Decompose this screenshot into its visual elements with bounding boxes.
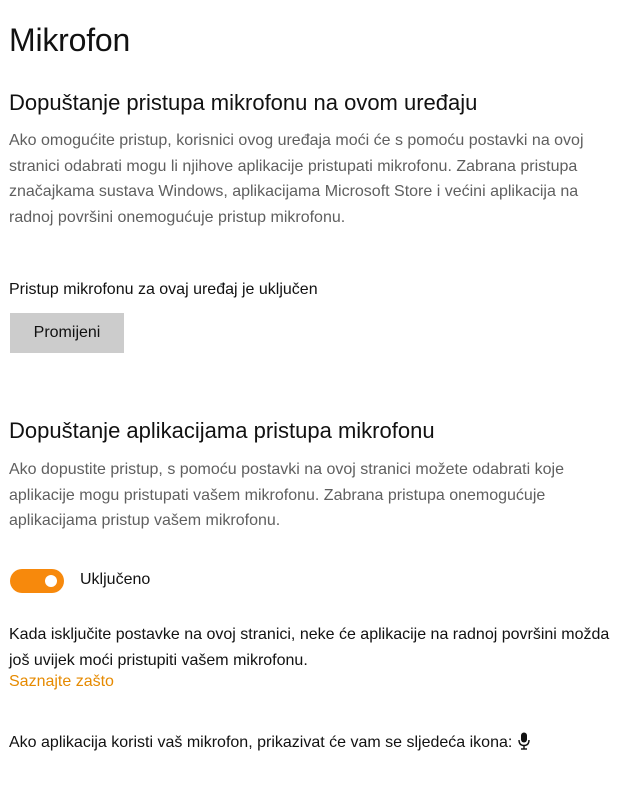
app-access-description: Ako dopustite pristup, s pomoću postavki na ovoj stranici možete odabrati koje aplikacije mogu pristupati vašem mikrofonu. Zabrana pristupa onemogućuje aplikacijama pristup vašem mikrofonu. bbox=[9, 461, 564, 529]
microphone-icon bbox=[518, 732, 530, 759]
toggle-knob bbox=[45, 575, 57, 587]
app-access-toggle[interactable] bbox=[10, 569, 64, 593]
mic-icon-note bbox=[9, 730, 619, 759]
learn-why-link[interactable]: Saznajte zašto bbox=[9, 673, 114, 690]
desktop-apps-note: Kada isključite postavke na ovoj stranici, neke će aplikacije na radnoj površini možda još uvijek moći pristupiti vašem mikrofonu. bbox=[9, 626, 610, 669]
device-access-status: Pristup mikrofonu za ovaj uređaj je uključen bbox=[9, 281, 318, 298]
app-access-heading: Dopuštanje aplikacijama pristupa mikrofonu bbox=[9, 418, 435, 443]
device-access-heading: Dopuštanje pristupa mikrofonu na ovom uređaju bbox=[9, 90, 478, 115]
page-title: Mikrofon bbox=[9, 22, 131, 58]
toggle-label: Uključeno bbox=[80, 571, 151, 588]
mic-icon-note-text: Ako aplikacija koristi vaš mikrofon, prikazivat će vam se sljedeća ikona: bbox=[9, 734, 513, 751]
change-button[interactable]: Promijeni bbox=[10, 313, 124, 353]
device-access-description: Ako omogućite pristup, korisnici ovog uređaja moći će s pomoću postavki na ovoj stranici odabrati mogu li njihove aplikacije pristupati mikrofonu. Zabrana pristupa značajkama sustava Windows, aplikacijama Microsoft Store i većini aplikacija na radnoj površini onemogućuje pristup mikrofonu. bbox=[9, 132, 584, 226]
